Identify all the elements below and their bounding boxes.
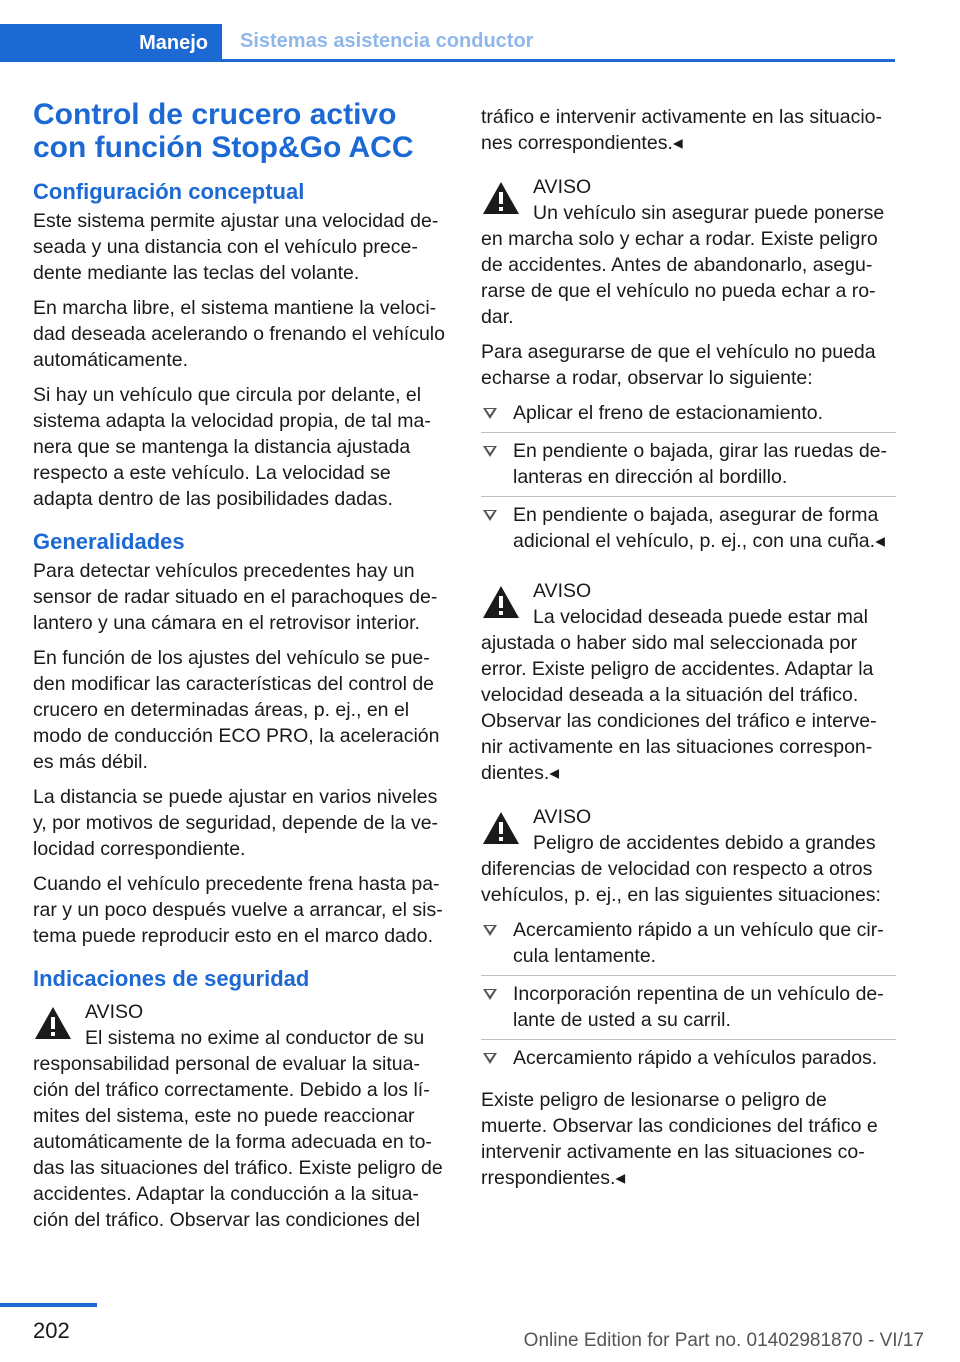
warning-title: AVISO (533, 176, 592, 198)
triangle-bullet-icon (483, 925, 497, 936)
heading-safety: Indicaciones de seguridad (33, 966, 310, 991)
triangle-bullet-icon (483, 446, 497, 457)
triangle-bullet-icon (483, 1053, 497, 1064)
paragraph: Cuando el vehículo precedente frena hasta pa-rar y un poco después vuelve a arrancar, el sis-tema puede reproducir esto en el marco dado. (33, 873, 443, 947)
heading-concept: Configuración conceptual (33, 179, 305, 204)
list-item: Acercamiento rápido a un vehículo que cir-cula lentamente. (481, 917, 896, 976)
warning-text: El sistema no exime al conductor de su responsabilidad personal de evaluar la situa-ción del tráfico correctamente. Debido a los lí-mites del sistema, este no puede reaccionar automáticamente de la forma adecuada en to-das las situaciones del tráfico. Existe peligro de accidentes. Adaptar la conducción a la situa-ción del tráfico. Observar las condiciones del (33, 1027, 443, 1231)
warning-triangle-icon (481, 810, 521, 846)
paragraph: Existe peligro de lesionarse o peligro de muerte. Observar las condiciones del tráfico e intervenir activamente en las situaciones co-rrespondientes.◂ (481, 1089, 878, 1189)
warning-box (33, 999, 448, 1233)
heading-general: Generalidades (33, 529, 185, 554)
warning-box (481, 174, 896, 330)
list-item: En pendiente o bajada, asegurar de forma adicional el vehículo, p. ej., con una cuña.◂ (481, 502, 896, 560)
paragraph: Si hay un vehículo que circula por delante, el sistema adapta la velocidad propia, de tal ma-nera que se mantenga la distancia ajustada respecto a este vehículo. La velocidad se adapta dentro de las posibilidades dadas. (33, 384, 431, 510)
warning-box (481, 578, 896, 786)
list-item: Acercamiento rápido a vehículos parados. (481, 1045, 896, 1077)
edition-note: Online Edition for Part no. 01402981870 - VI/17 (523, 1330, 924, 1351)
list-item: Incorporación repentina de un vehículo de-lante de usted a su carril. (481, 981, 896, 1040)
warning-triangle-icon (481, 180, 521, 216)
triangle-bullet-icon (483, 989, 497, 1000)
paragraph: Para asegurarse de que el vehículo no pueda echarse a rodar, observar lo siguiente: (481, 341, 876, 389)
warning-text: Un vehículo sin asegurar puede ponerse en marcha solo y echar a rodar. Existe peligro de accidentes. Antes de abandonarlo, asegu-rarse de que el vehículo no pueda echar a ro-dar. (481, 202, 885, 328)
warning-triangle-icon (33, 1005, 73, 1041)
triangle-bullet-icon (483, 408, 497, 419)
paragraph: Este sistema permite ajustar una velocidad de-seada y una distancia con el vehículo prece-dente mediante las teclas del volante. (33, 210, 439, 284)
paragraph: En marcha libre, el sistema mantiene la veloci-dad deseada acelerando o frenando el vehículo automáticamente. (33, 297, 445, 371)
warning-title: AVISO (533, 806, 592, 828)
footer-rule (0, 1303, 97, 1307)
list-item: Aplicar el freno de estacionamiento. (481, 400, 896, 433)
chapter-tab[interactable]: Manejo (0, 24, 222, 62)
left-column (33, 98, 448, 1242)
list-item: En pendiente o bajada, girar las ruedas de-lanteras en dirección al bordillo. (481, 438, 896, 497)
paragraph: Para detectar vehículos precedentes hay un sensor de radar situado en el parachoques de-lantero y una cámara en el retrovisor interior. (33, 560, 438, 634)
warning-triangle-icon (481, 584, 521, 620)
warning-title: AVISO (533, 580, 592, 602)
paragraph: En función de los ajustes del vehículo se pue-den modificar las características del control de crucero en determinadas áreas, p. ej., en el modo de conducción ECO PRO, la aceleración es más débil. (33, 647, 440, 773)
paragraph: La distancia se puede ajustar en varios niveles y, por motivos de seguridad, depende de la ve-locidad correspondiente. (33, 786, 439, 860)
warning-text: La velocidad deseada puede estar mal ajustada o haber sido mal seleccionada por error. Existe peligro de accidentes. Adaptar la velocidad deseada a la situación del tráfico. Observar las condiciones del tráfico e interve-nir activamente en las situaciones correspon-dientes.◂ (481, 606, 877, 784)
right-column (481, 104, 896, 1200)
bullet-list (481, 917, 896, 1077)
warning-text: Peligro de accidentes debido a grandes diferencias de velocidad con respecto a otros vehículos, p. ej., en las siguientes situaciones: (481, 832, 881, 906)
triangle-bullet-icon (483, 510, 497, 521)
page-header (0, 24, 895, 62)
warning-box (481, 804, 896, 908)
bullet-list (481, 400, 896, 560)
page-number: 202 (33, 1318, 70, 1343)
section-tab[interactable]: Sistemas asistencia conductor (222, 24, 895, 62)
paragraph: tráfico e intervenir activamente en las situacio-nes correspondientes.◂ (481, 106, 883, 154)
page-title: Control de crucero activo con función Stop&Go ACC (33, 98, 414, 164)
warning-title: AVISO (85, 1001, 144, 1023)
